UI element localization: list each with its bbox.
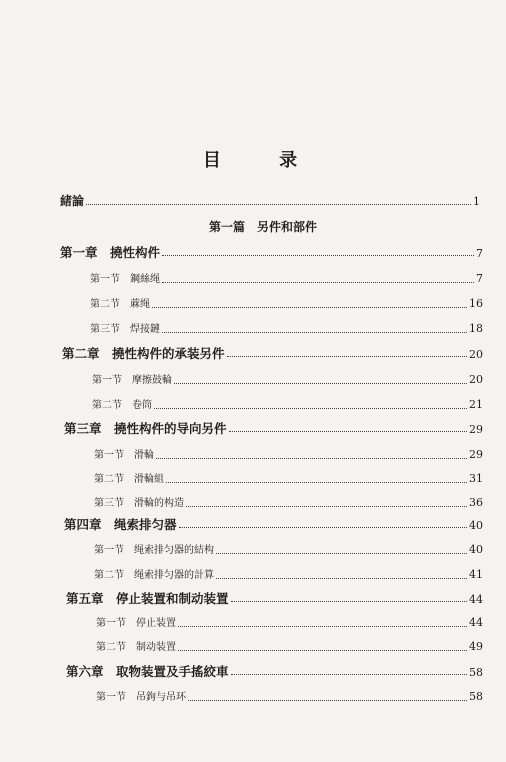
toc-section <box>94 494 483 512</box>
dot-leader <box>154 407 467 409</box>
toc-page-number: 20 <box>469 373 483 386</box>
toc-page-number: 29 <box>469 448 483 461</box>
dot-leader <box>186 505 467 507</box>
toc-label: 第六章 取物装置及手搖絞車 <box>66 664 229 679</box>
toc-section <box>92 371 483 389</box>
toc-page-number: 29 <box>469 423 483 436</box>
dot-leader <box>162 281 474 283</box>
toc-page-number: 7 <box>476 247 483 260</box>
toc-label: 緒論 <box>60 194 85 208</box>
toc-section <box>90 320 483 338</box>
toc-page-number: 21 <box>469 398 483 411</box>
toc-label: 第一章 撓性构件 <box>60 245 161 260</box>
toc-page-number: 16 <box>469 297 483 310</box>
dot-leader <box>229 430 467 432</box>
toc-label: 第二节 滑輪組 <box>94 474 164 485</box>
toc-section <box>94 541 483 559</box>
toc-label: 第三节 焊接鏈 <box>90 324 160 335</box>
toc-label: 第四章 绳索排匀器 <box>64 517 177 532</box>
toc-section <box>94 446 483 464</box>
toc-section <box>90 270 483 288</box>
part-heading: 第一篇 另件和部件 <box>208 220 317 234</box>
dot-leader <box>227 355 467 357</box>
dot-leader <box>231 673 467 675</box>
toc-page-number: 40 <box>469 519 483 532</box>
dot-leader <box>178 649 467 651</box>
toc-chapter <box>64 515 483 533</box>
dot-leader <box>216 552 467 554</box>
dot-leader <box>162 331 467 333</box>
toc-label: 第一节 绳索排匀器的結构 <box>94 545 214 556</box>
toc-page-number: 31 <box>469 472 483 485</box>
toc-page-number: 58 <box>469 690 483 703</box>
toc-page-number: 49 <box>469 640 483 653</box>
toc-chapter <box>62 344 483 362</box>
toc-section <box>90 295 483 313</box>
toc-page-number: 41 <box>469 568 483 581</box>
dot-leader <box>156 457 467 459</box>
toc-page-number: 36 <box>469 496 483 509</box>
toc-section <box>96 614 483 632</box>
toc-chapter <box>66 589 483 607</box>
toc-section <box>92 396 483 414</box>
toc-label: 第三节 滑輪的构造 <box>94 498 184 509</box>
toc-label: 第五章 停止装置和制动装置 <box>66 591 229 606</box>
toc-page-number: 1 <box>473 195 480 208</box>
toc-section <box>94 470 483 488</box>
toc-label: 第三章 撓性构件的导向另件 <box>64 421 227 436</box>
toc-intro <box>60 192 480 210</box>
toc-label: 第二节 卷筒 <box>92 400 152 411</box>
dot-leader <box>188 699 467 701</box>
dot-leader <box>178 625 467 627</box>
toc-chapter <box>66 662 483 680</box>
dot-leader <box>152 306 467 308</box>
toc-page-number: 44 <box>469 616 483 629</box>
toc-page-number: 7 <box>476 272 483 285</box>
toc-label: 第一节 吊鉤与吊环 <box>96 692 186 703</box>
toc-section <box>96 688 483 706</box>
toc-label: 第一节 停止装置 <box>96 618 176 629</box>
toc-page-number: 44 <box>469 593 483 606</box>
toc-section <box>96 638 483 656</box>
toc-chapter <box>64 419 483 437</box>
toc-page-number: 40 <box>469 543 483 556</box>
dot-leader <box>216 577 467 579</box>
dot-leader <box>86 203 471 205</box>
toc-page-number: 58 <box>469 666 483 679</box>
toc-label: 第二节 制动装置 <box>96 642 176 653</box>
toc-page-number: 20 <box>469 348 483 361</box>
toc-label: 第二节 绳索排匀器的計算 <box>94 570 214 581</box>
dot-leader <box>179 526 467 528</box>
dot-leader <box>166 481 467 483</box>
dot-leader <box>162 254 474 256</box>
toc-label: 第一节 摩擦鼓輪 <box>92 375 172 386</box>
toc-label: 第一节 滑輪 <box>94 450 154 461</box>
page-title: 目 录 <box>202 150 324 171</box>
toc-page-number: 18 <box>469 322 483 335</box>
toc-label: 第二章 撓性构件的承装另件 <box>62 346 225 361</box>
toc-label: 第二节 蔴绳 <box>90 299 150 310</box>
toc-section <box>94 566 483 584</box>
toc-chapter <box>60 243 483 261</box>
dot-leader <box>174 382 467 384</box>
toc-label: 第一节 鋼絲绳 <box>90 274 160 285</box>
dot-leader <box>231 600 467 602</box>
